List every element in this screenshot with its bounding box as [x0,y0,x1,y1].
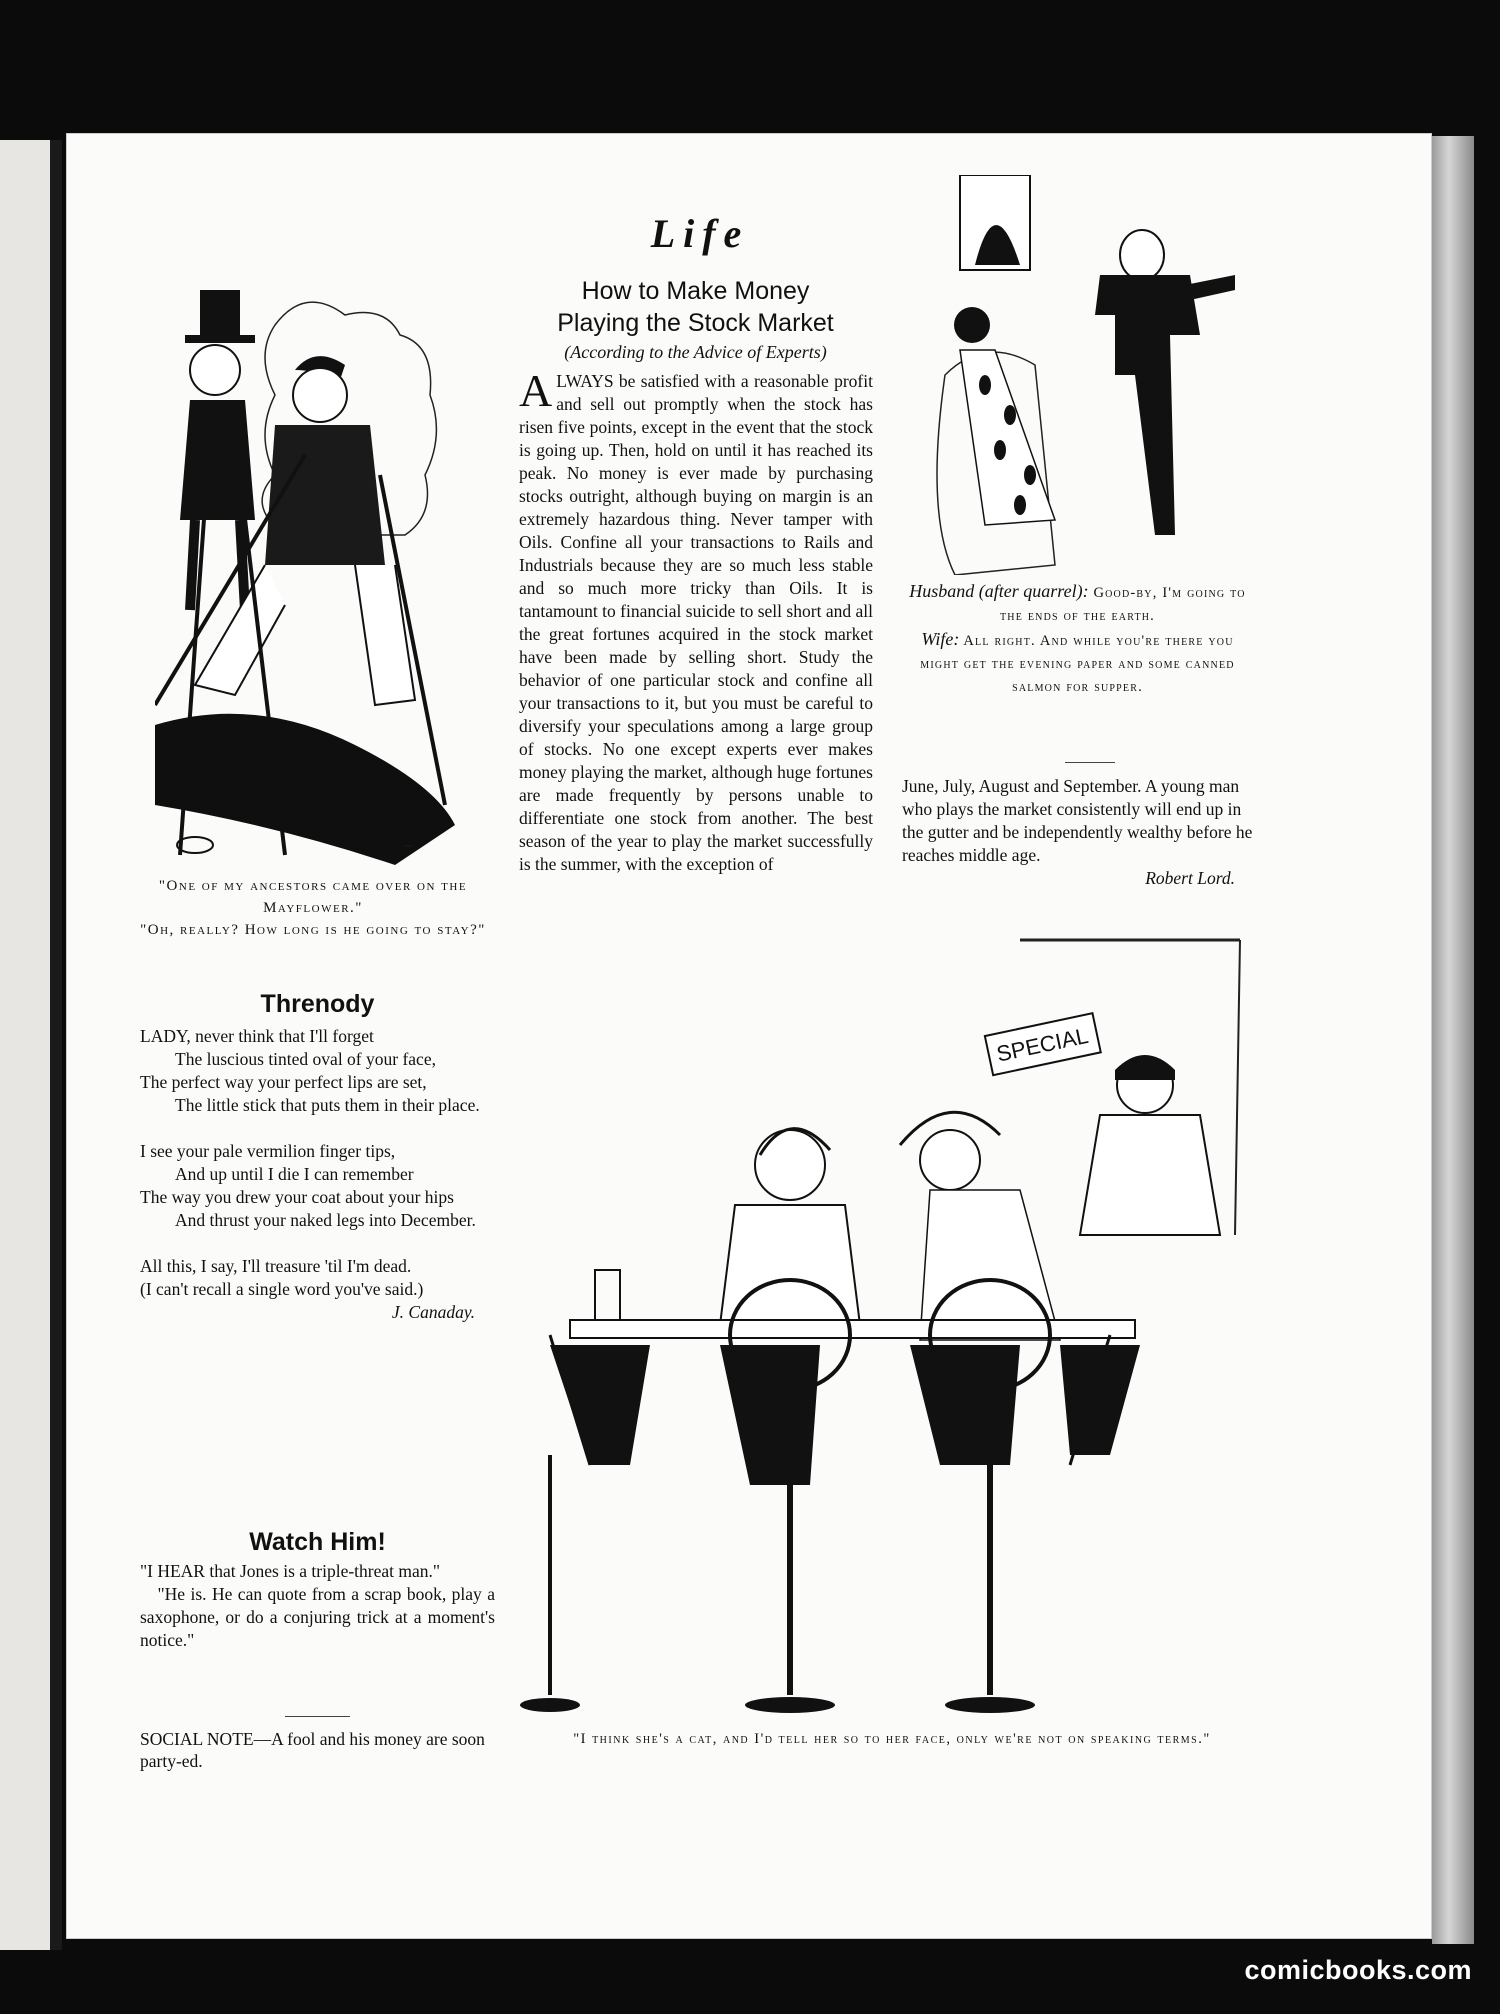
article-title-line2: Playing the Stock Market [557,309,834,337]
threnody-title: Threnody [260,990,375,1018]
binding-shadow [50,140,62,1950]
drop-cap: A [519,365,553,416]
husband-text: Good-by, I'm going to the ends of the earth. [999,585,1246,624]
poem-line: I see your pale vermilion finger tips, [140,1141,396,1161]
threnody-poem [140,1025,495,1324]
masthead: Life [650,211,750,256]
watch-him-para-2: "He is. He can quote from a scrap book, play a saxophone, or do a conjuring trick at a moment's notice." [140,1584,495,1650]
poem-stanza [140,1140,495,1232]
caption-line-2: "Oh, really? How long is he going to stay?" [140,922,486,938]
article-subtitle: (According to the Advice of Experts) [564,342,827,362]
poem-line: The luscious tinted oval of your face, [175,1049,436,1069]
article-title-line1: How to Make Money [581,277,810,305]
article-title [513,275,878,339]
article-body [519,365,873,876]
poem-line: And up until I die I can remember [175,1164,414,1184]
social-note: SOCIAL NOTE—A fool and his money are soon party-ed. [140,1729,485,1771]
poem-stanza [140,1025,495,1117]
poem-line: The way you drew your coat about your hips [140,1187,454,1207]
husband-line [900,580,1255,628]
page-stack-edge [1432,136,1474,1944]
section-divider [285,1716,350,1717]
section-divider [1065,762,1115,763]
quarrel-cartoon-caption [900,580,1255,699]
watch-him-title: Watch Him! [249,1528,386,1556]
poem-line: The little stick that puts them in their place. [175,1095,480,1115]
poem-line: The perfect way your perfect lips are set, [140,1072,427,1092]
stilts-cartoon-caption [132,875,494,941]
watermark: comicbooks.com [1244,1955,1472,1985]
soda-sign: SPECIAL [994,1022,1091,1067]
poem-line: And thrust your naked legs into December. [175,1210,476,1230]
watch-him-text [140,1560,495,1652]
article-body-text: LWAYS be satisfied with a reasonable profit and sell out promptly when the stock has risen five points, except in the event that the stock is going up. Then, hold on until it has reached its peak. No money is ever made by purchasing stocks outright, although buying on margin is an extremely hazardous thing. Never tamper with Oils. Confine all your transactions to Rails and Industrials because they are so much less stable and so much more tricky than Oils. It is tantamount to financial suicide to sell short and all the great fortunes acquired in the stock market have been made by selling short. Study the behavior of one particular stock and confine all your transactions to it, but you must be careful to diversify your speculations among a large group of stocks. No one except experts ever makes money playing the market, although huge fortunes are made frequently by persons unable to differentiate one stock from another. The best season of the year to play the market successfully is the summer, with the exception of [519,371,873,874]
article-continuation-text: June, July, August and September. A young man who plays the market consistently will end up in the gutter and be independently wealthy before he reaches middle age. [902,776,1253,865]
artist-signature: ~ [405,839,412,853]
quarrel-cartoon-illustration [930,175,1240,575]
article-author: Robert Lord. [1145,868,1235,888]
soda-fountain-caption: "I think she's a cat, and I'd tell her so to her face, only we're not on speaking terms." [573,1731,1211,1747]
wife-label: Wife: [921,629,960,649]
watch-him-para-1: "I HEAR that Jones is a triple-threat man." [140,1561,441,1581]
wife-text: All right. And while you're there you might get the evening paper and some canned salmon for supper. [920,633,1235,695]
poem-stanza [140,1255,495,1324]
poem-author: J. Canaday. [391,1302,475,1322]
poem-line: LADY, never think that I'll forget [140,1026,374,1046]
soda-fountain-cartoon-illustration [520,935,1245,1725]
caption-line-1: "One of my ancestors came over on the Mayflower." [158,878,468,916]
poem-line: All this, I say, I'll treasure 'til I'm dead. [140,1256,412,1276]
stilts-cartoon-illustration [155,285,460,870]
poem-line: (I can't recall a single word you've said.) [140,1279,424,1299]
article-continuation [902,775,1255,890]
wife-line [900,628,1255,699]
husband-label: Husband (after quarrel): [909,581,1089,601]
